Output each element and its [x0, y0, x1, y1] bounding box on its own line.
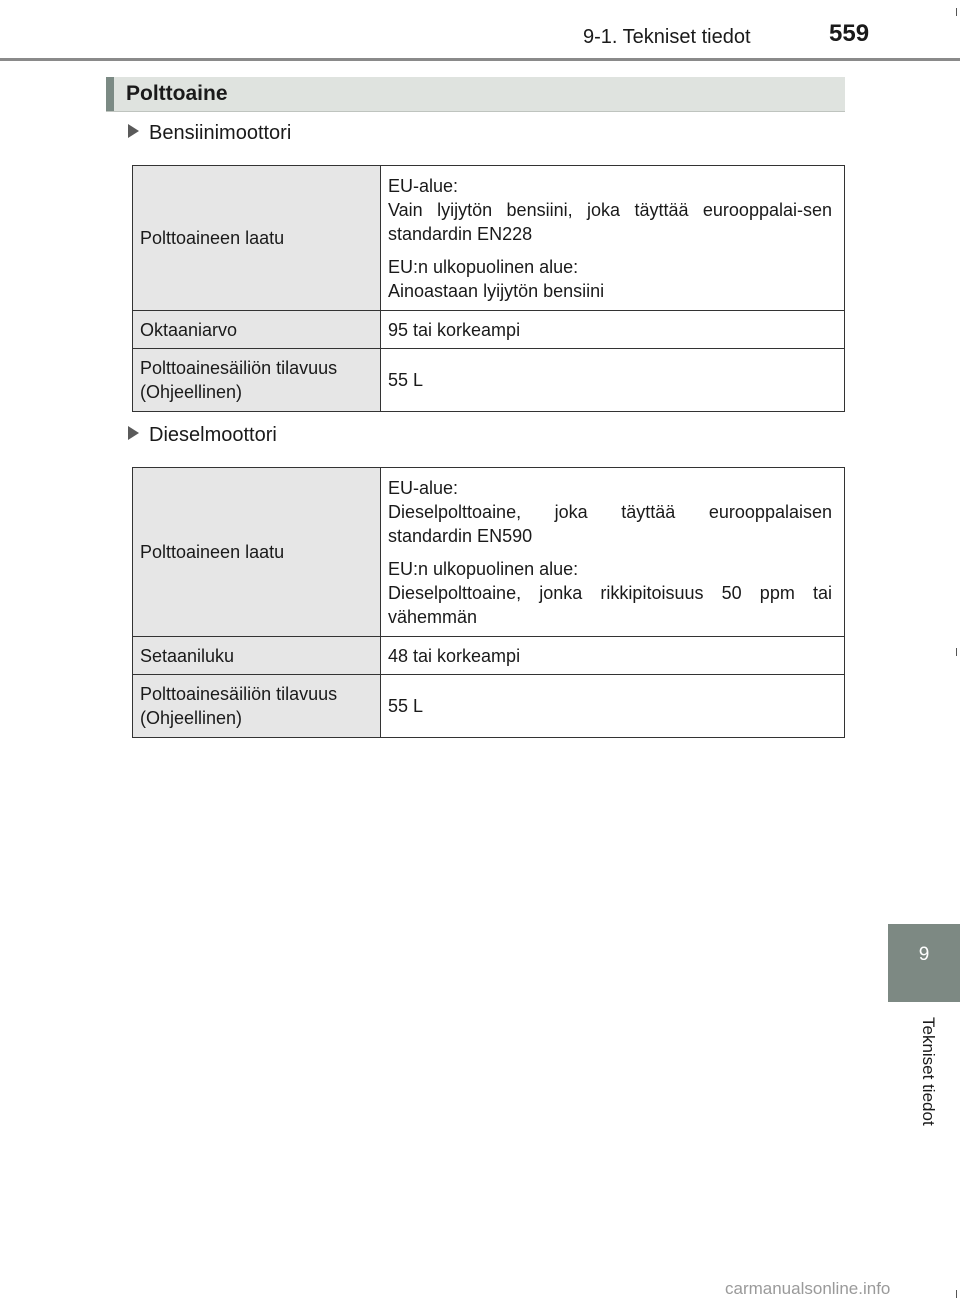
running-header-section: 9-1. Tekniset tiedot: [583, 26, 751, 48]
chapter-label: Tekniset tiedot: [919, 1017, 938, 1126]
fuel-quality-non-eu-text: EU:n ulkopuolinen alue: Dieselpolttoaine, jonka rikkipitoisuus 50 ppm tai vähemmän: [388, 558, 832, 627]
petrol-heading: [128, 122, 291, 145]
chapter-number: 9: [918, 944, 930, 965]
fuel-quality-label: Polttoaineen laatu: [133, 166, 381, 311]
table-row: [133, 349, 845, 412]
octane-label: Oktaaniarvo: [133, 311, 381, 349]
table-row: [133, 468, 845, 637]
section-accent: [106, 77, 114, 111]
triangle-bullet-icon: [128, 124, 139, 138]
table-row: [133, 166, 845, 311]
table-row: [133, 675, 845, 738]
cetane-value: 48 tai korkeampi: [381, 637, 845, 675]
table-row: [133, 311, 845, 349]
chapter-tab[interactable]: [888, 924, 960, 1002]
diesel-heading-text: Dieselmoottori: [149, 424, 277, 446]
crop-mark: [956, 648, 957, 656]
page-number: 559: [829, 20, 870, 47]
fuel-quality-value: [381, 468, 845, 637]
octane-value: 95 tai korkeampi: [381, 311, 845, 349]
tank-capacity-value: 55 L: [381, 675, 845, 738]
diesel-heading: [128, 424, 277, 447]
header-rule: [0, 58, 960, 61]
tank-capacity-value: 55 L: [381, 349, 845, 412]
triangle-bullet-icon: [128, 426, 139, 440]
fuel-quality-label: Polttoaineen laatu: [133, 468, 381, 637]
section-title: Polttoaine: [126, 82, 228, 105]
tank-capacity-label: Polttoainesäiliön tilavuus (Ohjeellinen): [133, 675, 381, 738]
crop-mark: [956, 8, 957, 16]
diesel-spec-table: [132, 467, 845, 738]
fuel-quality-value: [381, 166, 845, 311]
section-heading-bar: [106, 77, 845, 112]
table-row: [133, 637, 845, 675]
fuel-quality-non-eu-text: EU:n ulkopuolinen alue: Ainoastaan lyijytön bensiini: [388, 256, 605, 301]
cetane-label: Setaaniluku: [133, 637, 381, 675]
petrol-heading-text: Bensiinimoottori: [149, 122, 292, 144]
fuel-quality-eu-text: EU-alue: Dieselpolttoaine, joka täyttää eurooppalaisen standardin EN590: [388, 477, 832, 546]
fuel-quality-eu-text: EU-alue: Vain lyijytön bensiini, joka täyttää eurooppalai-sen standardin EN228: [388, 175, 832, 244]
petrol-spec-table: [132, 165, 845, 412]
tank-capacity-label: Polttoainesäiliön tilavuus (Ohjeellinen): [133, 349, 381, 412]
crop-mark: [956, 1290, 957, 1298]
watermark: carmanualsonline.info: [725, 1279, 891, 1298]
